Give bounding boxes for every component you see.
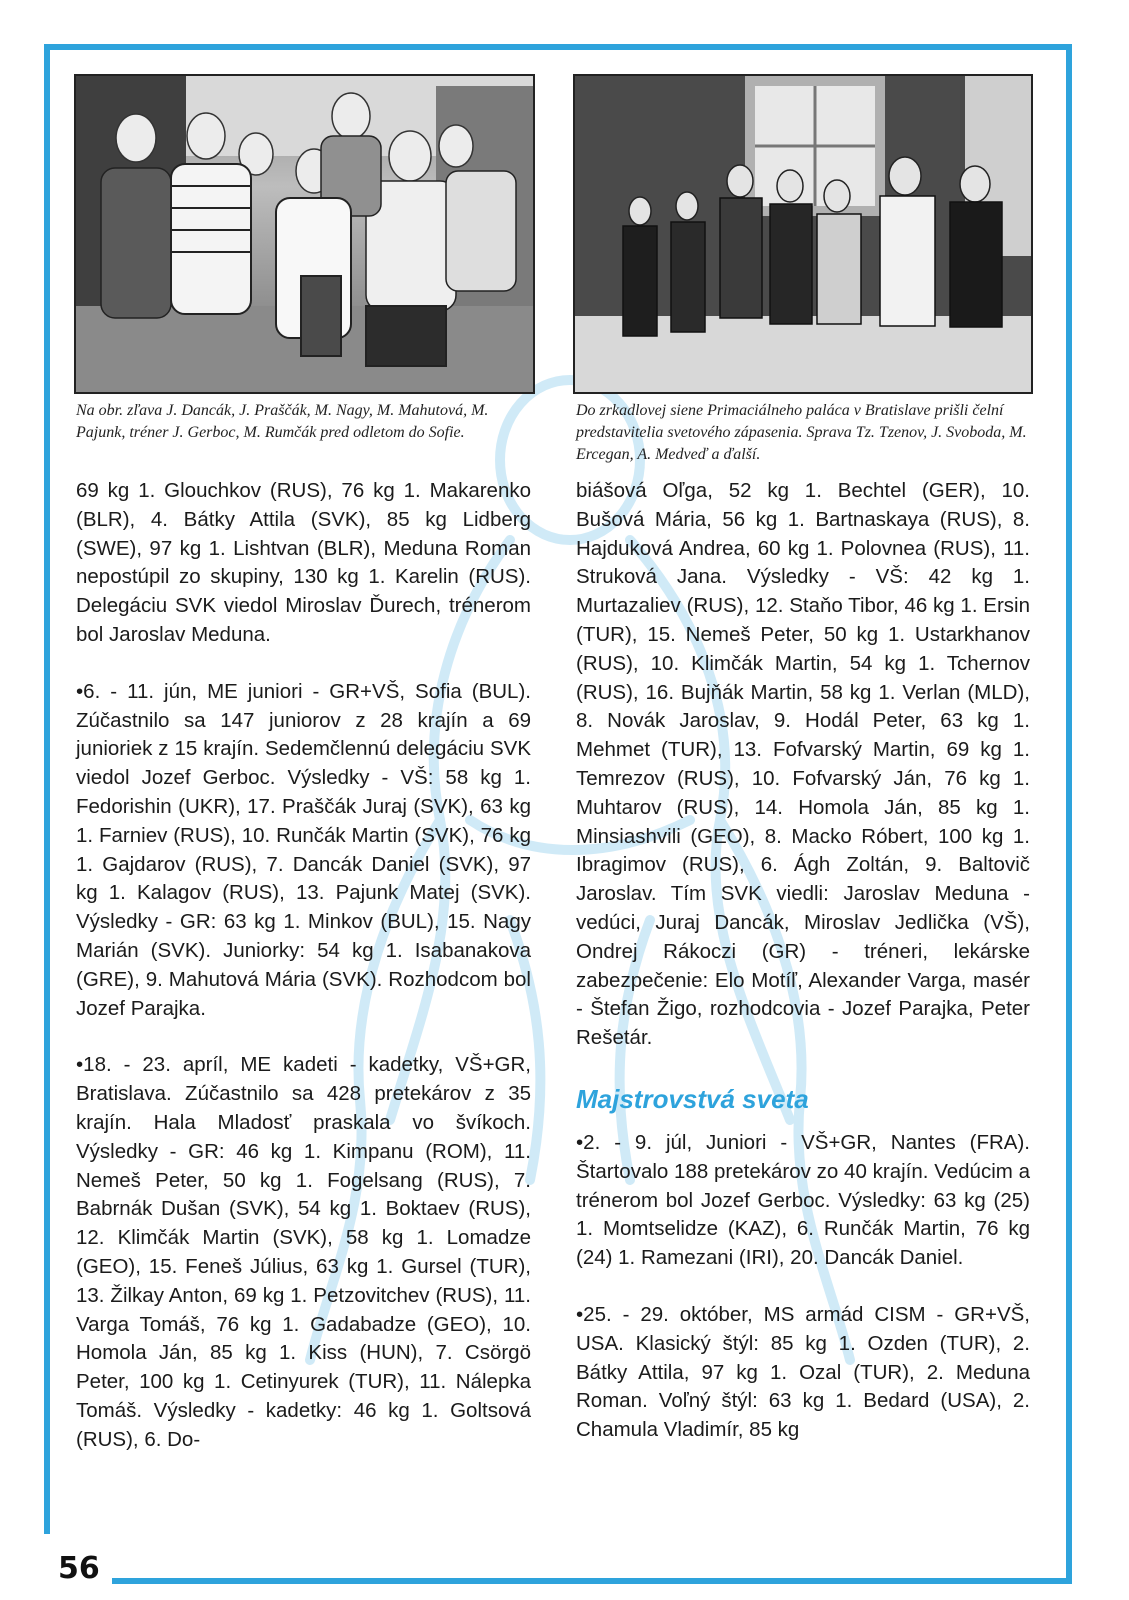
page-frame-top <box>44 44 1072 50</box>
left-text-column <box>76 477 531 1483</box>
team-photo-image <box>76 76 533 392</box>
paragraph-world-juniors: •2. - 9. júl, Juniori - VŠ+GR, Nantes (FRA). Štartovalo 188 pretekárov zo 40 krajín. Vedúcim a trénerom bol Jozef Gerboc. Výsledky: 63 kg (25) 1. Momtselidze (KAZ), 6. Runčák Martin, 76 kg (24) 1. Ramezani (IRI), 20. Dancák Daniel. <box>576 1130 1030 1270</box>
photo-team-before-departure <box>74 74 535 394</box>
paragraph-european-cadets: •18. - 23. apríl, ME kadeti - kadetky, VŠ+GR, Bratislava. Zúčastnilo sa 428 pretekárov z 35 krajín. Hala Mladosť praskala vo švíkoch. Výsledky - GR: 46 kg 1. Kimpanu (ROM), 11. Nemeš Peter, 50 kg 1. Fogelsang (RUS), 7. Babrnák Dušan (SVK), 54 kg 1. Boktaev (RUS), 12. Klimčák Martin (SVK), 58 kg 1. Lomadze (GEO), 15. Feneš Július, 63 kg 1. Gursel (TUR), 13. Žilkay Anton, 69 kg 1. Petzovitchev (RUS), 11. Varga Tomáš, 76 kg 1. Gadabadze (GEO), 10. Homola Ján, 85 kg 1. Kiss (HUN), 7. Csörgö Peter, 100 kg 1. Cetinyurek (TUR), 11. Nálepka Tomáš. Výsledky - kadetky: 46 kg 1. Goltsová (RUS), 6. Do- <box>76 1053 531 1451</box>
paragraph-european-juniors: •6. - 11. jún, ME juniori - GR+VŠ, Sofia (BUL). Zúčastnilo sa 147 juniorov z 28 krajín a 69 junioriek z 15 krajín. Sedemčlennú delegáciu SVK viedol Jozef Gerboc. Výsledky - VŠ: 58 kg 1. Fedorishin (UKR), 17. Praščák Juraj (SVK), 63 kg 1. Farniev (RUS), 10. Runčák Martin (SVK), 76 kg 1. Gajdarov (RUS), 7. Dancák Daniel (SVK), 97 kg 1. Kalagov (RUS), 13. Pajunk Matej (SVK). Výsledky - GR: 63 kg 1. Minkov (BUL), 15. Nagy Marián (SVK). Juniorky: 54 kg 1. Isabanakova (GRE), 9. Mahutová Mária (SVK). Rozhodcom bol Jozef Parajka. <box>76 679 531 1020</box>
section-heading-world-championships: Majstrovstvá sveta <box>576 1083 809 1114</box>
page-frame-left <box>44 44 50 1534</box>
page-frame-right <box>1066 44 1072 1584</box>
photo-caption-left: Na obr. zľava J. Dancák, J. Praščák, M. Nagy, M. Mahutová, M. Pajunk, tréner J. Gerboc, M. Rumčák pred odletom do Sofie. <box>76 402 489 441</box>
paragraph-cism-championships: •25. - 29. október, MS armád CISM - GR+VŠ, USA. Klasický štýl: 85 kg 1. Ozden (TUR), 2. Bátky Attila, 97 kg 1. Ozal (TUR), 2. Meduna Roman. Voľný štýl: 63 kg 1. Bedard (USA), 2. Chamula Vladimír, 85 kg <box>576 1302 1030 1442</box>
right-text-column <box>576 477 1030 1473</box>
page-frame-bottom <box>112 1578 1072 1584</box>
page-number: 56 <box>58 1551 100 1586</box>
paragraph-cadets-continued: biášová Oľga, 52 kg 1. Bechtel (GER), 10. Bušová Mária, 56 kg 1. Bartnaskaya (RUS), 8. Hajduková Andrea, 60 kg 1. Polovnea (RUS), 11. Struková Jana. Výsledky - VŠ: 42 kg 1. Murtazaliev (RUS), 12. Staňo Tibor, 46 kg 1. Ersin (TUR), 15. Nemeš Peter, 50 kg 1. Ustarkhanov (RUS), 10. Klimčák Martin, 54 kg 1. Tchernov (RUS), 16. Bujňák Martin, 58 kg 1. Verlan (MLD), 8. Novák Jaroslav, 9. Hodál Peter, 63 kg 1. Mehmet (TUR), 13. Fofvarský Martin, 69 kg 1. Temrezov (RUS), 10. Fofvarský Ján, 76 kg 1. Muhtarov (RUS), 14. Homola Ján, 85 kg 1. Minsiashvili (GEO), 8. Macko Róbert, 100 kg 1. Ibragimov (RUS), 6. Ágh Zoltán, 9. Baltovič Jaroslav. Tím SVK viedli: Jaroslav Meduna - vedúci, Juraj Dancák, Miroslav Jedlička (VŠ), Ondrej Rákoczi (GR) - tréneri, lekárske zabezpečenie: Elo Motíľ, Alexander Varga, masér - Štefan Žigo, rozhodcovia - Jozef Parajka, Peter Rešetár. <box>576 479 1030 1050</box>
photo-mirror-hall <box>573 74 1033 394</box>
photo-caption-right: Do zrkadlovej siene Primaciálneho paláca v Bratislave prišli čelní predstavitelia svetového zápasenia. Sprava Tz. Tzenov, J. Svoboda, M. Ercegan, A. Medveď a ďalší. <box>576 402 1027 463</box>
paragraph-results-continued: 69 kg 1. Glouchkov (RUS), 76 kg 1. Makarenko (BLR), 4. Bátky Attila (SVK), 85 kg Lidberg (SWE), 97 kg 1. Lishtvan (BLR), Meduna Roman nepostúpil zo skupiny, 130 kg 1. Karelin (RUS). Delegáciu SVK viedol Miroslav Ďurech, trénerom bol Jaroslav Meduna. <box>76 479 531 646</box>
mirror-hall-image <box>575 76 1031 392</box>
